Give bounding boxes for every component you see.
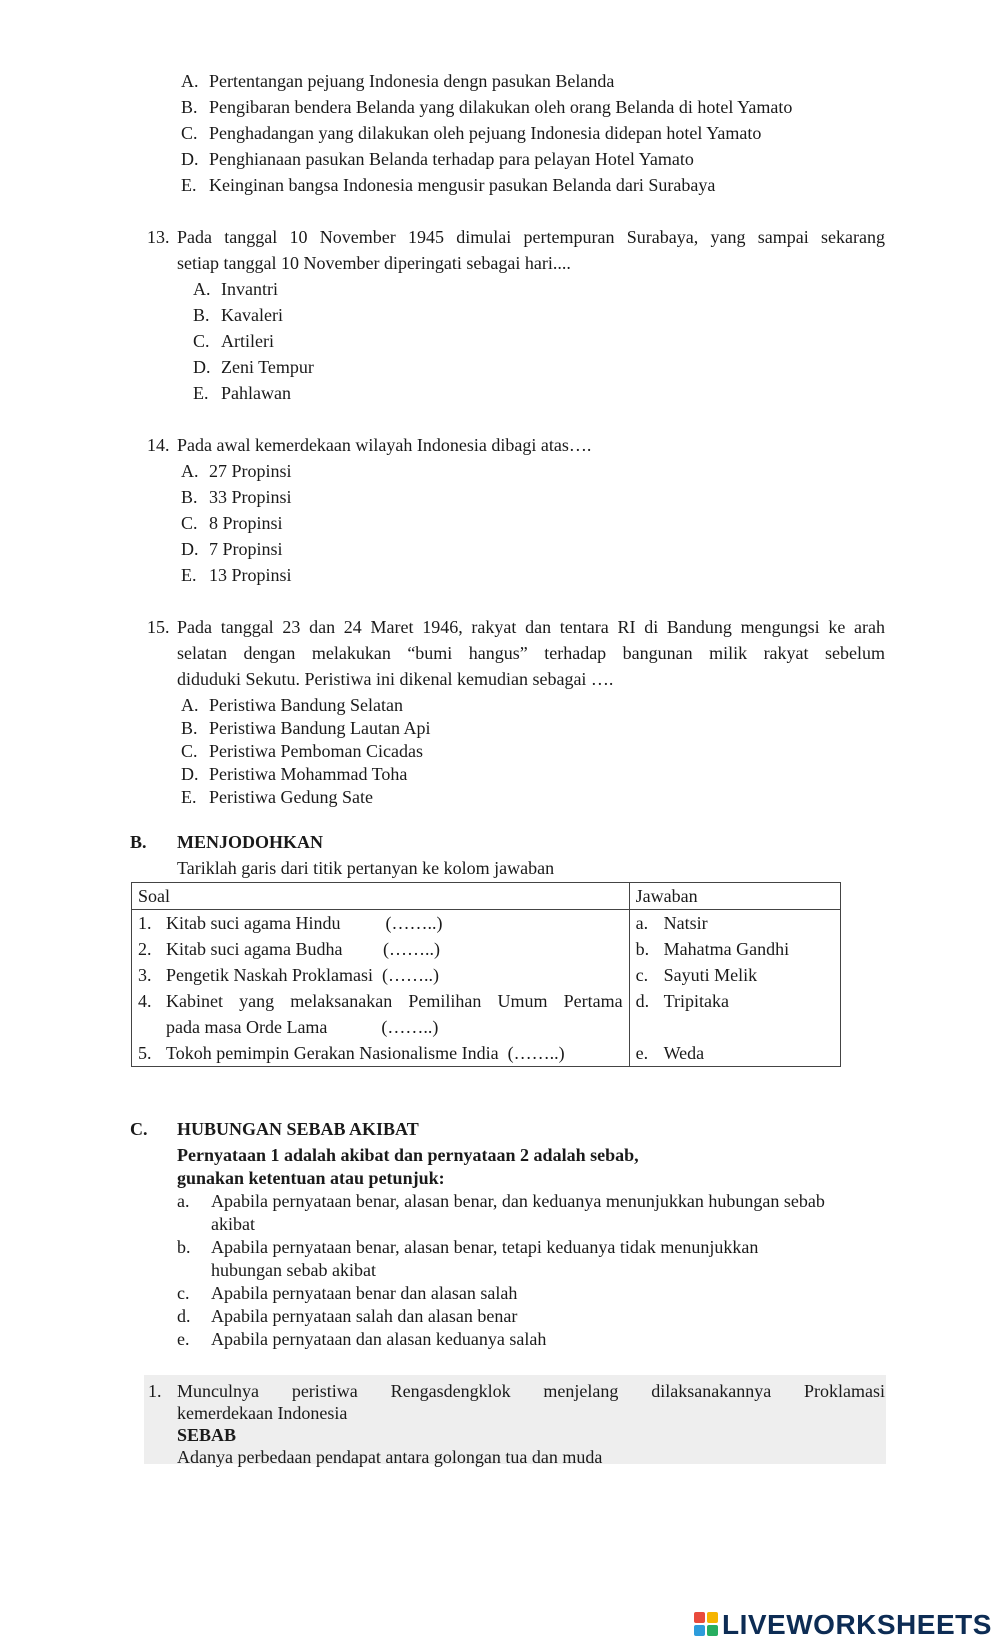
- matching-table: [131, 882, 841, 1067]
- rule-a-cont: akibat: [211, 1214, 255, 1234]
- question-number: 1.: [148, 1381, 162, 1401]
- question-text: setiap tanggal 10 November diperingati sebagai hari....: [177, 253, 571, 273]
- q13-option-d[interactable]: D. Zeni Tempur: [193, 357, 314, 377]
- section-title: MENJODOHKAN: [177, 832, 323, 852]
- table-header-row: [132, 883, 841, 910]
- q14-option-e[interactable]: E. 13 Propinsi: [181, 565, 292, 585]
- jawaban-cell[interactable]: d. Tripitaka: [629, 988, 840, 1040]
- rule-d: d. Apabila pernyataan salah dan alasan benar: [177, 1306, 518, 1326]
- q12-option-e[interactable]: E. Keinginan bangsa Indonesia mengusir pasukan Belanda dari Surabaya: [181, 175, 716, 195]
- section-letter: C.: [130, 1119, 148, 1139]
- rule-b: b. Apabila pernyataan benar, alasan benar, tetapi keduanya tidak menunjukkan: [177, 1237, 759, 1257]
- soal-cell[interactable]: 1. Kitab suci agama Hindu (……..): [132, 910, 630, 937]
- q13-option-b[interactable]: B. Kavaleri: [193, 305, 283, 325]
- q14-option-d[interactable]: D. 7 Propinsi: [181, 539, 283, 559]
- sebab-label: SEBAB: [177, 1425, 237, 1445]
- q15-option-e[interactable]: E. Peristiwa Gedung Sate: [181, 787, 373, 807]
- reason-text: Adanya perbedaan pendapat antara golongan tua dan muda: [177, 1447, 603, 1467]
- logo-text: LIVEWORKSHEETS: [722, 1609, 992, 1640]
- q15-option-b[interactable]: B. Peristiwa Bandung Lautan Api: [181, 718, 431, 738]
- q12-option-b[interactable]: B. Pengibaran bendera Belanda yang dilakukan oleh orang Belanda di hotel Yamato: [181, 97, 793, 117]
- question-text: kemerdekaan Indonesia: [177, 1403, 348, 1423]
- jawaban-cell[interactable]: a. Natsir: [629, 910, 840, 937]
- q14-option-a[interactable]: A. 27 Propinsi: [181, 461, 292, 481]
- jawaban-cell[interactable]: b. Mahatma Gandhi: [629, 936, 840, 962]
- table-row: [132, 936, 841, 962]
- rule-a: a. Apabila pernyataan benar, alasan benar, dan keduanya menunjukkan hubungan sebab: [177, 1191, 825, 1211]
- q14-option-b[interactable]: B. 33 Propinsi: [181, 487, 292, 507]
- question-text: Munculnya peristiwa Rengasdengklok menjelang dilaksanakannya Proklamasi: [177, 1381, 885, 1401]
- table-row: [132, 988, 841, 1040]
- jawaban-cell[interactable]: e. Weda: [629, 1040, 840, 1067]
- soal-cell[interactable]: 5. Tokoh pemimpin Gerakan Nasionalisme India (……..): [132, 1040, 630, 1067]
- table-row: [132, 910, 841, 937]
- question-text: Pada tanggal 23 dan 24 Maret 1946, rakyat dan tentara RI di Bandung mengungsi ke arah: [177, 617, 885, 637]
- question-text: selatan dengan melakukan “bumi hangus” terhadap bangunan milik rakyat sebelum: [177, 643, 885, 663]
- question-number: 13.: [147, 227, 170, 247]
- section-subtitle: Pernyataan 1 adalah akibat dan pernyataan 2 adalah sebab,: [177, 1145, 639, 1165]
- section-title: HUBUNGAN SEBAB AKIBAT: [177, 1119, 419, 1139]
- table-row: [132, 1040, 841, 1067]
- q15-option-d[interactable]: D. Peristiwa Mohammad Toha: [181, 764, 408, 784]
- q13-option-a[interactable]: A. Invantri: [193, 279, 278, 299]
- question-text: diduduki Sekutu. Peristiwa ini dikenal kemudian sebagai ….: [177, 669, 614, 689]
- column-header-jawaban: Jawaban: [629, 883, 840, 910]
- column-header-soal: Soal: [132, 883, 630, 910]
- q12-option-a[interactable]: A. Pertentangan pejuang Indonesia dengn pasukan Belanda: [181, 71, 615, 91]
- q15-option-a[interactable]: A. Peristiwa Bandung Selatan: [181, 695, 403, 715]
- section-instruction: Tariklah garis dari titik pertanyan ke kolom jawaban: [177, 858, 555, 878]
- question-text: Pada awal kemerdekaan wilayah Indonesia dibagi atas….: [177, 435, 592, 455]
- section-letter: B.: [130, 832, 147, 852]
- liveworksheets-logo: [694, 1610, 992, 1640]
- q12-option-d[interactable]: D. Penghianaan pasukan Belanda terhadap para pelayan Hotel Yamato: [181, 149, 694, 169]
- q13-option-c[interactable]: C. Artileri: [193, 331, 274, 351]
- question-number: 14.: [147, 435, 170, 455]
- soal-cell[interactable]: 4. Kabinet yang melaksanakan Pemilihan Umum Pertama pada masa Orde Lama (……..): [132, 988, 630, 1040]
- rule-c: c. Apabila pernyataan benar dan alasan salah: [177, 1283, 518, 1303]
- q14-option-c[interactable]: C. 8 Propinsi: [181, 513, 283, 533]
- jawaban-cell[interactable]: c. Sayuti Melik: [629, 962, 840, 988]
- section-subtitle: gunakan ketentuan atau petunjuk:: [177, 1168, 445, 1188]
- logo-icon: [694, 1612, 720, 1638]
- question-text: Pada tanggal 10 November 1945 dimulai pertempuran Surabaya, yang sampai sekarang: [177, 227, 885, 247]
- soal-cell[interactable]: 3. Pengetik Naskah Proklamasi (……..): [132, 962, 630, 988]
- q15-option-c[interactable]: C. Peristiwa Pemboman Cicadas: [181, 741, 423, 761]
- rule-e: e. Apabila pernyataan dan alasan keduanya salah: [177, 1329, 547, 1349]
- question-number: 15.: [147, 617, 170, 637]
- rule-b-cont: hubungan sebab akibat: [211, 1260, 376, 1280]
- soal-cell[interactable]: 2. Kitab suci agama Budha (……..): [132, 936, 630, 962]
- q12-option-c[interactable]: C. Penghadangan yang dilakukan oleh pejuang Indonesia didepan hotel Yamato: [181, 123, 762, 143]
- table-row: [132, 962, 841, 988]
- q13-option-e[interactable]: E. Pahlawan: [193, 383, 291, 403]
